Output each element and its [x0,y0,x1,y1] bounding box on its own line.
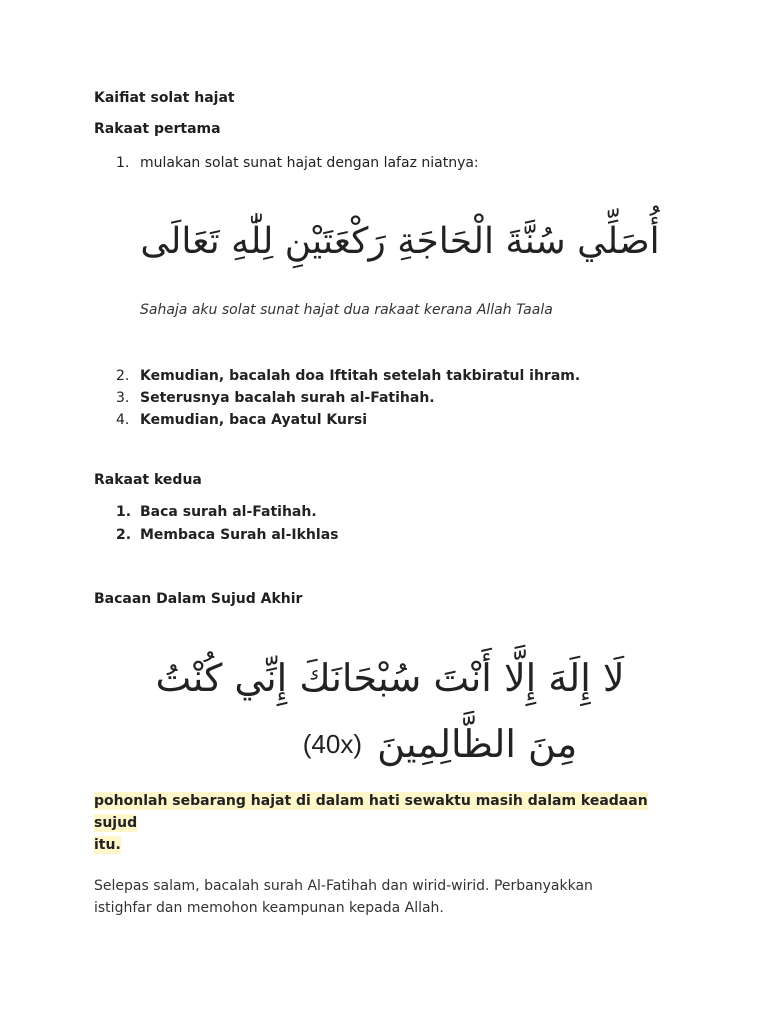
sujud-heading: Bacaan Dalam Sujud Akhir [94,591,303,607]
closing-line: istighfar dan memohon keampunan kepada Allah. [94,900,444,916]
list-number: 2. [116,368,130,384]
highlight-line: itu. [94,837,121,853]
list-item [116,367,581,385]
closing-paragraph [94,875,694,919]
list-text: Kemudian, bacalah doa Iftitah setelah takbiratul ihram. [140,368,581,384]
document-title: Kaifiat solat hajat [94,90,235,106]
recitation-count: (40x) [302,729,362,759]
closing-line: Selepas salam, bacalah surah Al-Fatihah dan wirid-wirid. Perbanyakkan [94,878,593,894]
list-number: 2. [116,527,132,543]
arabic-sujud-line2-row [240,712,640,776]
list-text: Kemudian, baca Ayatul Kursi [140,412,368,428]
rakaat-pertama-heading: Rakaat pertama [94,121,221,137]
list-item [116,411,368,429]
list-text: Baca surah al-Fatihah. [140,504,317,520]
highlighted-instruction [94,790,674,856]
list-item [116,389,435,407]
arabic-sujud-line1: لَا إِلَهَ إِلَّا أَنْتَ سُبْحَانَكَ إِنِّي كُنْتُ [155,656,625,700]
highlight-line: pohonlah sebarang hajat di dalam hati sewaktu masih dalam keadaan sujud [94,793,648,831]
list-text: Membaca Surah al-Ikhlas [140,527,339,543]
list-item [116,526,339,544]
list-number: 3. [116,390,130,406]
list-text: Seterusnya bacalah surah al-Fatihah. [140,390,435,406]
arabic-niat-text: أُصَلِّي سُنَّةَ الْحَاجَةِ رَكْعَتَيْنِ لِلّٰهِ تَعَالَى [140,221,660,262]
list-number: 1. [116,504,132,520]
niat-translation: Sahaja aku solat sunat hajat dua rakaat kerana Allah Taala [140,302,553,318]
list-number: 4. [116,412,130,428]
list-item [116,154,479,172]
list-text: mulakan solat sunat hajat dengan lafaz niatnya: [140,155,479,171]
list-number: 1. [116,155,130,171]
rakaat-kedua-heading: Rakaat kedua [94,472,202,488]
list-item [116,503,317,521]
arabic-sujud-line2: مِنَ الظَّالِمِينَ [377,722,578,766]
